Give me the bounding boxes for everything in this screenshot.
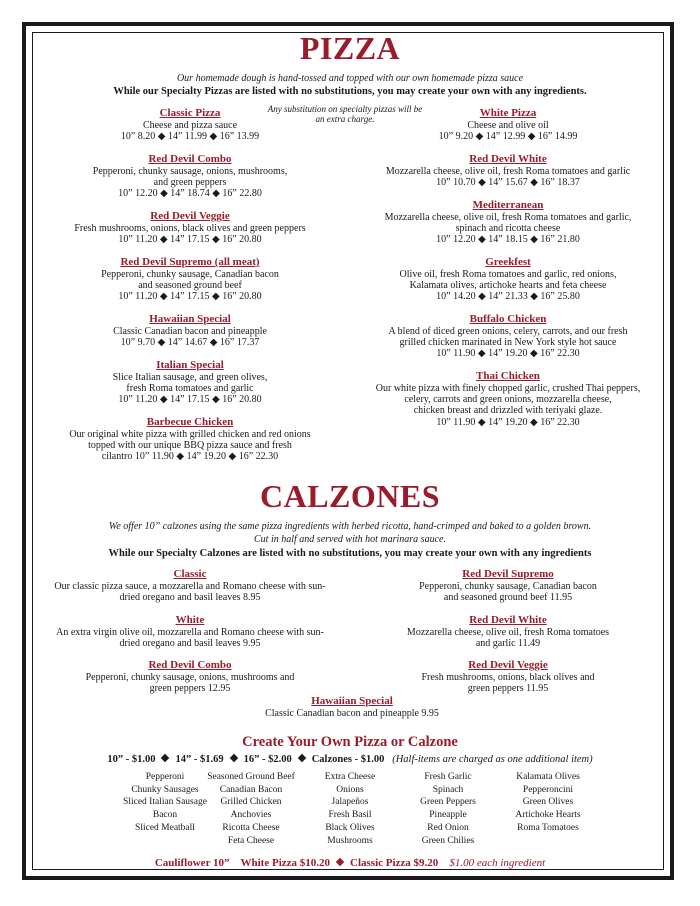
menu-item [40, 210, 340, 245]
menu-item-description: green peppers 11.95 [467, 683, 549, 695]
ingredient-item: Fresh Garlic [424, 772, 472, 782]
menu-item [358, 568, 658, 603]
menu-item-description: 10” 14.20 ◆ 14” 21.33 ◆ 16” 25.80 [436, 291, 580, 303]
ingredient-item: Roma Tomatoes [517, 822, 579, 833]
menu-item [348, 199, 668, 246]
pizza-intro-italic: Our homemade dough is hand-tossed and topped with our own homemade pizza sauce [176, 73, 524, 84]
menu-item-name: Hawaiian Special [149, 313, 231, 325]
footer-specials [30, 857, 670, 869]
menu-item-name: Red Devil Combo [148, 659, 232, 671]
menu-item [20, 659, 360, 694]
menu-item [40, 107, 340, 142]
menu-item-description: and seasoned ground beef 11.95 [443, 592, 573, 604]
diamond-icon [297, 754, 305, 762]
menu-item [40, 153, 340, 200]
ingredient-item: Pineapple [429, 810, 467, 821]
menu-item-name: Red Devil Combo [148, 153, 232, 165]
menu-item-name: Classic Pizza [159, 107, 221, 119]
menu-item-description: Classic Canadian bacon and pineapple [113, 326, 267, 337]
size-price-calzones: Calzones - $1.00 [311, 754, 385, 765]
substitution-note-line: Any substitution on specialty pizzas will be [267, 104, 423, 114]
ingredient-item: Artichoke Hearts [515, 810, 581, 821]
menu-item-description: dried oregano and basil leaves 8.95 [119, 592, 261, 604]
menu-item-description: and green peppers [153, 177, 227, 189]
ingredient-item: Green Chilies [421, 835, 475, 846]
menu-item-name: Barbecue Chicken [146, 416, 234, 428]
menu-item-description: 10” 9.20 ◆ 14” 12.99 ◆ 16” 14.99 [438, 131, 578, 143]
menu-item-description: cilantro 10” 11.90 ◆ 14” 19.20 ◆ 16” 22.30 [101, 451, 279, 463]
footer-white-pizza: White Pizza $10.20 [240, 857, 331, 869]
menu-item-description: 10” 11.90 ◆ 14” 19.20 ◆ 16” 22.30 [436, 416, 580, 428]
menu-item-name: Red Devil Supremo (all meat) [120, 256, 260, 268]
ingredient-item: Pepperoncini [522, 784, 574, 795]
menu-item [348, 153, 668, 188]
ingredient-item: Sliced Italian Sausage [123, 797, 207, 808]
ingredient-item: Canadian Bacon [219, 784, 283, 795]
menu-item [20, 614, 360, 649]
menu-item-name: Red Devil Veggie [468, 659, 548, 671]
ingredient-item: Ricotta Cheese [222, 822, 280, 833]
substitution-note-line: an extra charge. [315, 114, 375, 124]
menu-item [348, 107, 668, 142]
menu-item-description: Cheese and pizza sauce [142, 120, 238, 131]
menu-item-description: Cheese and olive oil [467, 120, 549, 131]
menu-item-description: A blend of diced green onions, celery, carrots, and our fresh [388, 326, 628, 337]
menu-item-description: spinach and ricotta cheese [455, 223, 561, 235]
menu-item-name: Greekfest [485, 256, 531, 268]
menu-item-description: Kalamata olives, artichoke hearts and feta cheese [409, 280, 607, 292]
menu-item-description: Our original white pizza with grilled chicken and red onions [69, 429, 311, 440]
menu-item-description: 10” 11.90 ◆ 14” 19.20 ◆ 16” 22.30 [436, 348, 580, 360]
menu-item-description: 10” 9.70 ◆ 14” 14.67 ◆ 16” 17.37 [120, 337, 260, 349]
menu-item-description: Mozzarella cheese, olive oil, fresh Roma tomatoes [406, 627, 610, 638]
menu-item-description: Fresh mushrooms, onions, black olives and green peppers [74, 223, 306, 234]
menu-item-name: Italian Special [156, 359, 224, 371]
pizza-intro-bold: While our Specialty Pizzas are listed with no substitutions, you may create your own with any ingredients. [113, 86, 587, 97]
calzones-intro-italic-1: We offer 10” calzones using the same pizza ingredients with herbed ricotta, hand-crimped and baked to a golden brown. [108, 521, 592, 532]
menu-item-description: and seasoned ground beef [138, 280, 242, 292]
ingredient-item: Grilled Chicken [220, 797, 282, 808]
menu-item-description: green peppers 12.95 [149, 683, 231, 695]
menu-item-description: topped with our unique BBQ pizza sauce and fresh [88, 440, 292, 452]
menu-item-description: Olive oil, fresh Roma tomatoes and garlic, red onions, [399, 269, 617, 280]
menu-item-description: Pepperoni, chunky sausage, Canadian bacon [101, 269, 279, 280]
menu-item-description: Mozzarella cheese, olive oil, fresh Roma tomatoes and garlic [385, 166, 631, 177]
menu-item-name: Classic [173, 568, 207, 580]
menu-item-description: 10” 11.20 ◆ 14” 17.15 ◆ 16” 20.80 [118, 291, 262, 303]
menu-item-description: An extra virgin olive oil, mozzarella and Romano cheese with sun- [56, 627, 324, 638]
ingredient-column [488, 771, 608, 835]
calzones-intro-bold: While our Specialty Calzones are listed with no substitutions, you may create your own with any ingredients [108, 548, 592, 559]
menu-item-description: celery, carrots and green onions, mozzarella cheese, [404, 394, 612, 406]
menu-item-description: dried oregano and basil leaves 9.95 [119, 638, 261, 650]
menu-item-description: 10” 11.20 ◆ 14” 17.15 ◆ 16” 20.80 [118, 234, 262, 246]
menu-item-description: fresh Roma tomatoes and garlic [126, 383, 254, 395]
ingredient-item: Seasoned Ground Beef [207, 772, 295, 782]
menu-item [40, 359, 340, 406]
menu-item-description: Pepperoni, chunky sausage, Canadian bacon [419, 581, 597, 592]
ingredient-item: Red Onion [427, 822, 469, 833]
footer-each-ingredient: $1.00 each ingredient [449, 857, 546, 869]
ingredient-item: Spinach [432, 784, 464, 795]
ingredient-item: Extra Cheese [324, 772, 376, 782]
menu-item [20, 568, 360, 603]
diamond-icon [161, 754, 169, 762]
ingredient-item: Feta Cheese [227, 835, 275, 846]
size-price-row [30, 754, 670, 765]
menu-item [40, 256, 340, 303]
menu-item-description: 10” 12.20 ◆ 14” 18.74 ◆ 16” 22.80 [118, 188, 262, 200]
menu-item-description: 10” 12.20 ◆ 14” 18.15 ◆ 16” 21.80 [436, 234, 580, 246]
create-your-own-title: Create Your Own Pizza or Calzone [242, 734, 458, 750]
menu-item-description: chicken breast and drizzled with teriyaki glaze. [413, 405, 603, 417]
calzones-intro-italic-2: Cut in half and served with hot marinara sauce. [254, 534, 446, 545]
menu-item-name: Thai Chicken [476, 370, 540, 382]
ingredient-item: Pepperoni [145, 772, 185, 782]
menu-item-name: White Pizza [479, 107, 537, 119]
ingredient-item: Green Peppers [420, 797, 476, 808]
menu-item-name: White [175, 614, 205, 626]
menu-item [348, 370, 668, 428]
size-price-10: 10” - $1.00 [107, 754, 156, 765]
ingredient-item: Black Olives [325, 822, 375, 833]
menu-item-description: 10” 10.70 ◆ 14” 15.67 ◆ 16” 18.37 [436, 177, 580, 189]
menu-item [348, 313, 668, 360]
menu-item-description: Mozzarella cheese, olive oil, fresh Roma tomatoes and garlic, [384, 212, 632, 223]
ingredient-item: Chunky Sausages [131, 784, 199, 795]
menu-item-description: 10” 8.20 ◆ 14” 11.99 ◆ 16” 13.99 [120, 131, 260, 143]
ingredient-item: Onions [336, 784, 364, 795]
ingredient-item: Green Olives [522, 797, 574, 808]
menu-item-description: grilled chicken marinated in New York style hot sauce [399, 337, 617, 349]
menu-item-description: Classic Canadian bacon and pineapple 9.95 [265, 708, 439, 719]
diamond-icon [229, 754, 237, 762]
calzones-title: CALZONES [259, 478, 441, 514]
size-price-14: 14” - $1.69 [175, 754, 224, 765]
ingredient-item: Jalapeños [331, 797, 369, 808]
ingredient-item: Mushrooms [327, 835, 373, 846]
menu-item-description: Fresh mushrooms, onions, black olives and [421, 672, 595, 683]
menu-item-description: Pepperoni, chunky sausage, onions, mushrooms and [85, 672, 295, 683]
menu-item-description: Slice Italian sausage, and green olives, [112, 372, 268, 383]
menu-item [40, 416, 340, 463]
menu-item-description: and garlic 11.49 [475, 638, 541, 650]
menu-item-name: Red Devil White [469, 153, 547, 165]
menu-item-name: Buffalo Chicken [469, 313, 547, 325]
footer-classic-pizza: Classic Pizza $9.20 [350, 857, 439, 869]
ingredient-item: Sliced Meatball [135, 822, 195, 833]
ingredient-item: Kalamata Olives [516, 772, 580, 782]
ingredient-item: Anchovies [230, 810, 272, 821]
menu-item [202, 695, 502, 719]
menu-item-name: Hawaiian Special [311, 695, 393, 707]
pizza-title: PIZZA [299, 30, 401, 66]
menu-item [348, 256, 668, 303]
menu-item-name: Red Devil Supremo [462, 568, 554, 580]
menu-item [358, 659, 658, 694]
menu-item-description: Our classic pizza sauce, a mozzarella and Romano cheese with sun- [54, 581, 326, 592]
half-items-note: (Half-items are charged as one additional item) [392, 754, 593, 765]
ingredient-item: Fresh Basil [328, 810, 372, 821]
diamond-icon [336, 858, 344, 866]
menu-item-name: Red Devil Veggie [150, 210, 230, 222]
menu-item-name: Mediterranean [472, 199, 544, 211]
size-price-16: 16” - $2.00 [243, 754, 292, 765]
menu-item [40, 313, 340, 348]
menu-item [358, 614, 658, 649]
menu-item-description: Pepperoni, chunky sausage, onions, mushrooms, [92, 166, 288, 177]
menu-item-description: Our white pizza with finely chopped garlic, crushed Thai peppers, [375, 383, 641, 394]
menu-item-description: 10” 11.20 ◆ 14” 17.15 ◆ 16” 20.80 [118, 394, 262, 406]
footer-cauliflower: Cauliflower 10” [154, 857, 230, 869]
menu-item-name: Red Devil White [469, 614, 547, 626]
ingredient-item: Bacon [152, 810, 178, 821]
